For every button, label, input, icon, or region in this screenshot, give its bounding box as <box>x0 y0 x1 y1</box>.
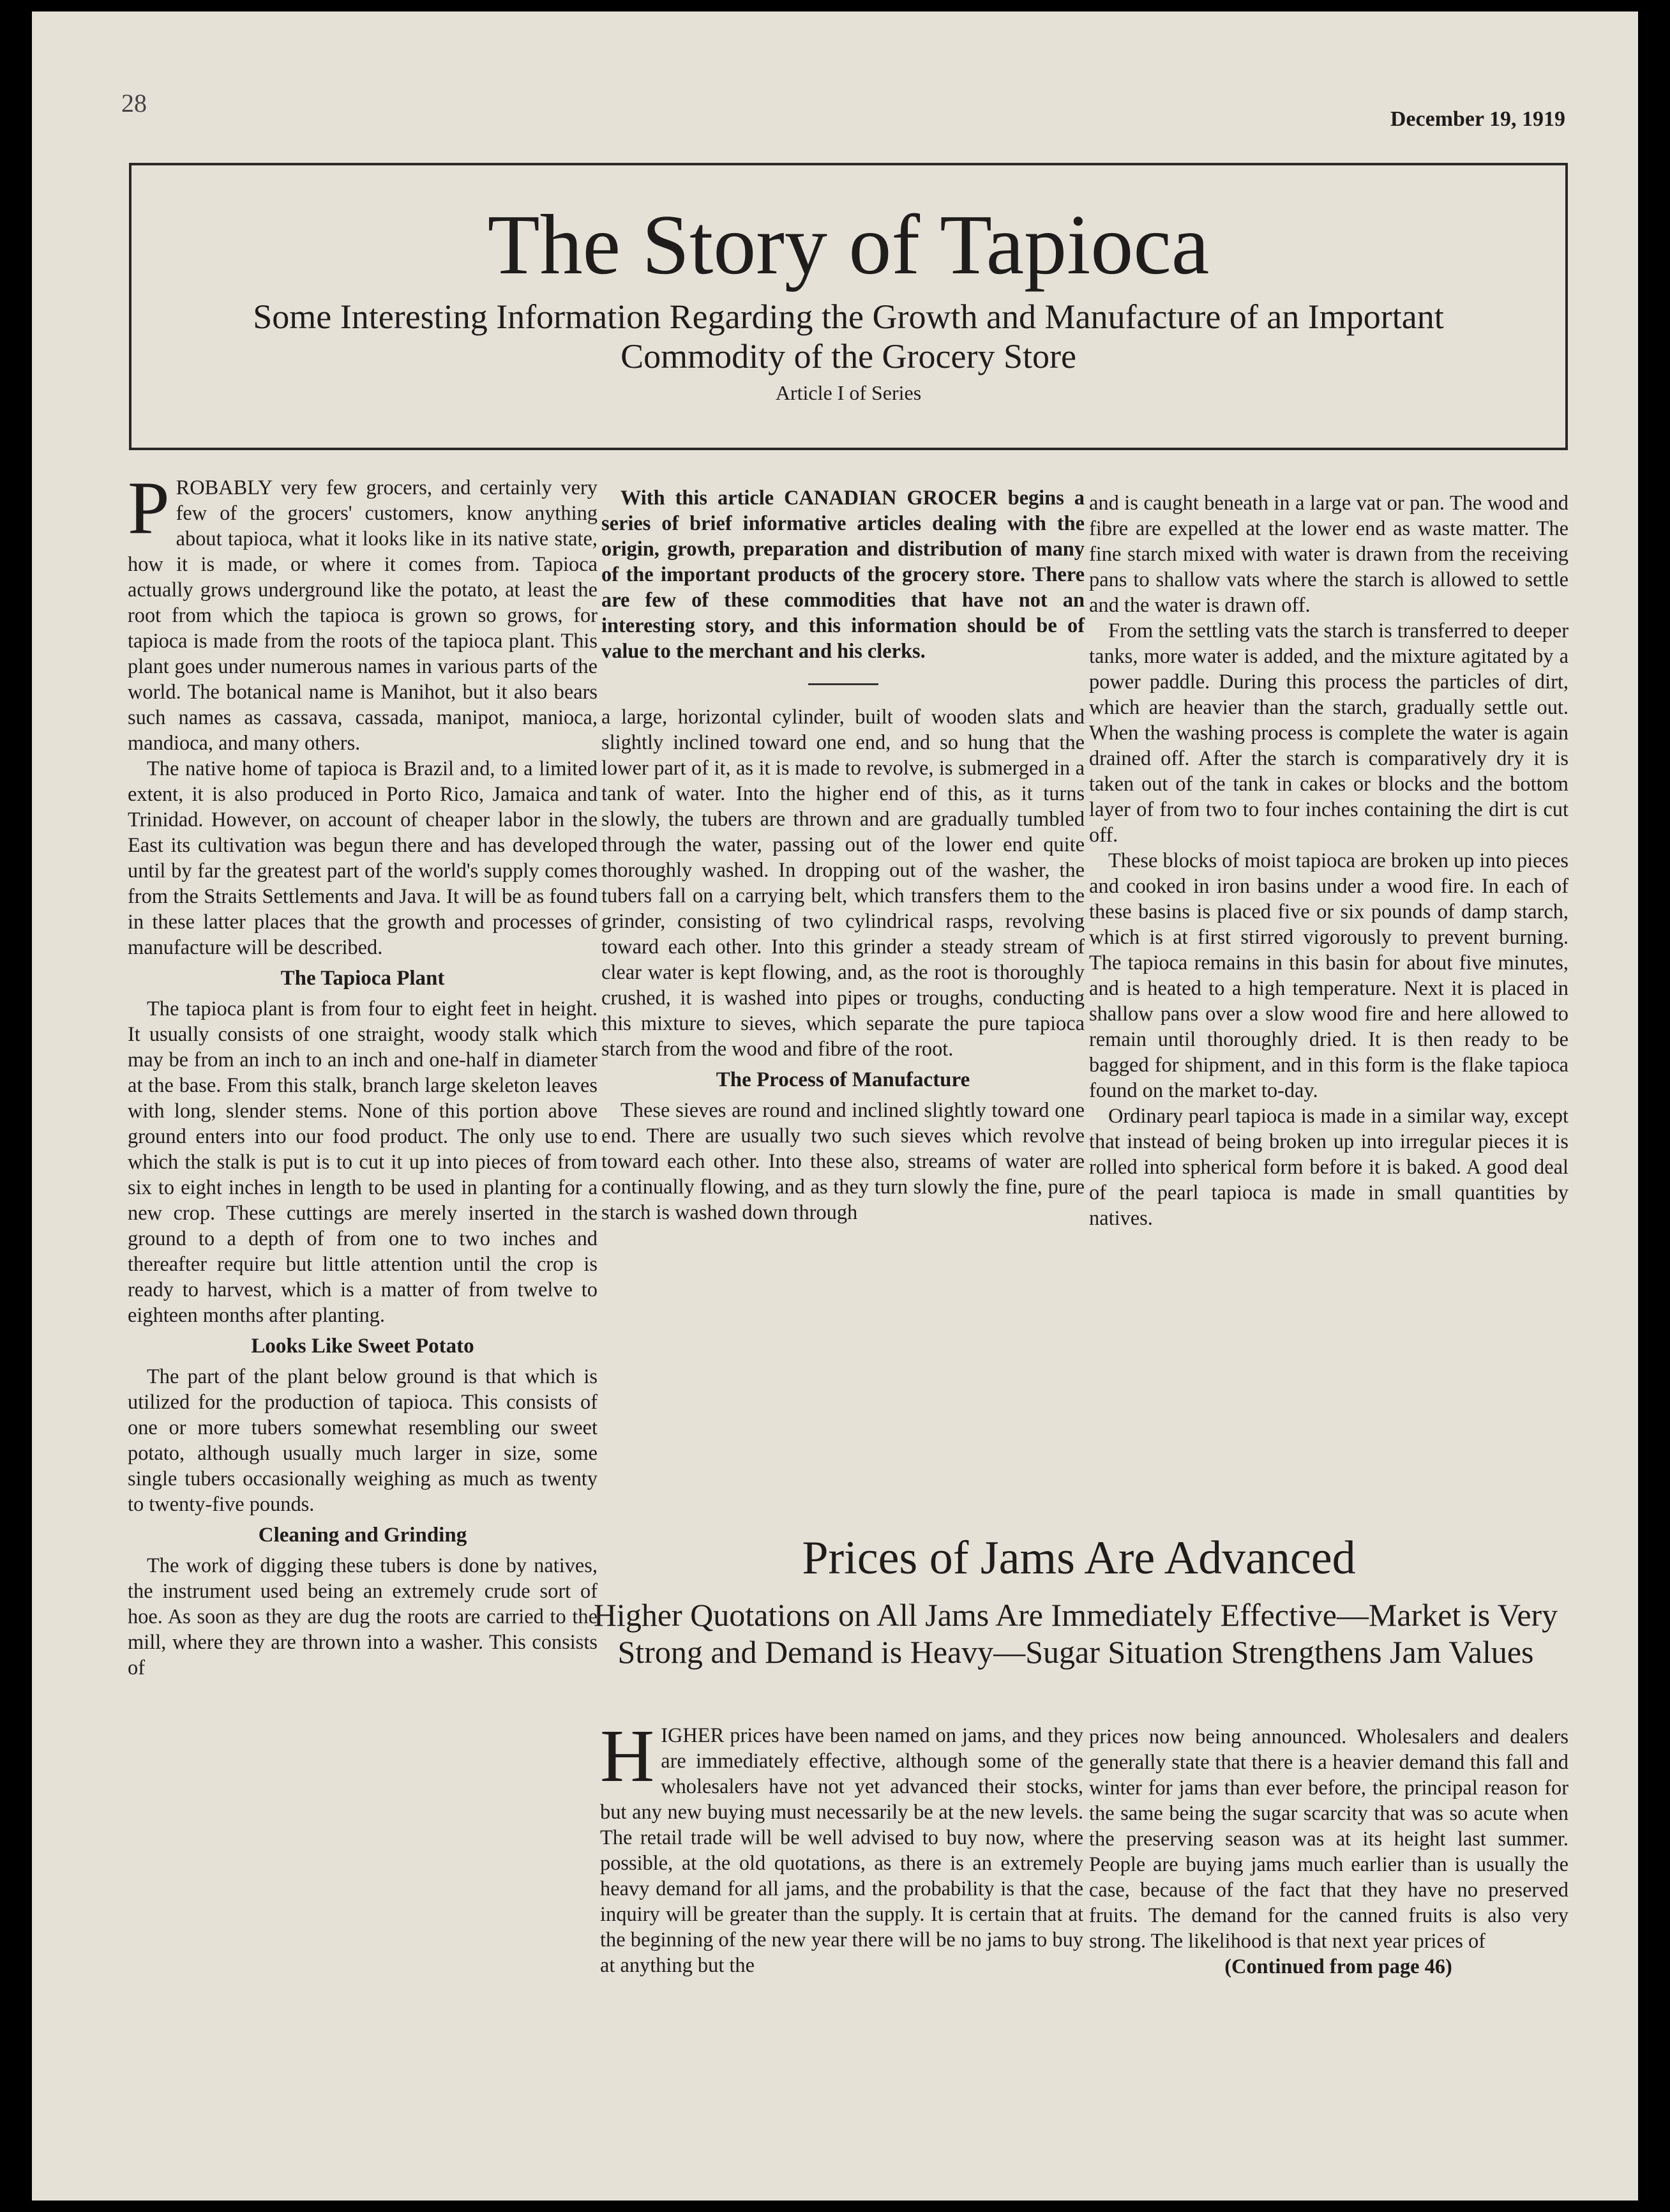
jams-paragraph-2: prices now being announced. Wholesalers and dealers generally state that there is a heavier demand this fall and winter for jams than ever before, the principal reason for the same being the sugar scarcity that was so acute when the preserving season was at its height last summer. People are buying jams much earlier than is usually the case, because of the fact that they have no preserved fruits. The demand for the canned fruits is also very strong. The likelihood is that next year prices of <box>1089 1725 1568 1953</box>
paragraph-potato: The part of the plant below ground is that which is utilized for the production of tapioca. This consists of one or more tubers somewhat resembling our sweet potato, although usually much larger in size, some single tubers occasionally weighing as much as twenty to twenty-five pounds. <box>128 1365 598 1516</box>
divider-rule <box>808 683 878 685</box>
continued-note: (Continued from page 46) <box>1224 1955 1452 1978</box>
jams-column-2 <box>1089 1724 1568 1980</box>
drop-cap: P <box>128 466 170 550</box>
paragraph-pearl: Ordinary pearl tapioca is made in a similar way, except that instead of being broken up into irregular pieces it is rolled into spherical form before it is baked. A good deal of the pearl tapioca is made in small quantities by natives. <box>1089 1105 1568 1230</box>
paragraph-process: These sieves are round and inclined slightly toward one end. There are usually two such sieves which revolve toward each other. Into these also, streams of water are continually flowing, and as they turn slowly the fine, pure starch is washed down through <box>601 1099 1085 1224</box>
article-subtitle: Some Interesting Information Regarding the Growth and Manufacture of an Important Commodity of the Grocery Store <box>253 298 1444 375</box>
article-title-box <box>129 163 1568 450</box>
paragraph-cleaning: The work of digging these tubers is done by natives, the instrument used being an extremely crude sort of hoe. As soon as they are dug the roots are carried to the mill, where they are thrown into a washer. This consists of <box>128 1554 598 1679</box>
section-heading-process: The Process of Manufacture <box>716 1068 970 1091</box>
jams-opening-paragraph <box>600 1714 1083 1978</box>
paragraph-settling: From the settling vats the starch is transferred to deeper tanks, more water is added, and the mixture agitated by a power paddle. During this process the particles of dirt, which are heavier than the starch, gradually settle out. When the washing process is complete the water is again drained off. After the starch is comparatively dry it is taken out of the tank in cakes or blocks and the bottom layer of from two to four inches containing the dirt is cut off. <box>1089 619 1568 847</box>
jams-drop-cap: H <box>600 1714 655 1798</box>
paragraph-plant: The tapioca plant is from four to eight feet in height. It usually consists of one straight, woody stalk which may be from an inch to an inch and one-half in diameter at the base. From this stalk, branch large skeleton leaves with long, slender stems. None of this portion above ground enters into our food product. The only use to which the stalk is put is to cut it up into pieces of from six to eight inches in length to be used in planting for a new crop. These cuttings are merely inserted in the ground to a depth of from one to two inches and thereafter require but little attention until the crop is ready to harvest, which is a matter of from twelve to eighteen months after planting. <box>128 997 598 1327</box>
paragraph-blocks: These blocks of moist tapioca are broken up into pieces and cooked in iron basins under a wood fire. In each of these basins is placed five or six pounds of damp starch, which is at first stirred vigorously to prevent burning. The tapioca remains in this basin for about five minutes, and is heated to a high temperature. Next it is placed in shallow pans over a slow wood fire and here allowed to remain until thoroughly dried. It is then ready to be bagged for shipment, and in this form is the flake tapioca found on the market to-day. <box>1089 849 1568 1102</box>
paragraph-vat: and is caught beneath in a large vat or pan. The wood and fibre are expelled at the lower end as waste matter. The fine starch mixed with water is drawn from the receiving pans to shallow vats where the starch is allowed to settle and the water is drawn off. <box>1089 492 1568 617</box>
series-note: Article I of Series <box>775 381 922 404</box>
jams-column-1 <box>600 1714 1083 1978</box>
opening-text: ROBABLY very few grocers, and certainly very few of the grocers' customers, know anything about tapioca, what it looks like in its native state, how it is made, or where it comes from. Tapioca actually grows underground like the potato, at least the root from which the tapioca is grown so grows, for tapioca is made from the roots of the tapioca plant. This plant goes under numerous names in various parts of the world. The botanical name is Manihot, but it also bears such names as cassava, cassada, manipot, manioca, mandioca, and many others. <box>128 476 598 755</box>
article-column-3 <box>1089 490 1568 1231</box>
section-heading-cleaning: Cleaning and Grinding <box>258 1524 467 1547</box>
article-column-1 <box>128 466 598 1681</box>
article-column-2 <box>601 485 1085 1225</box>
opening-paragraph <box>128 466 598 756</box>
paragraph-washer: a large, horizontal cylinder, built of wooden slats and slightly inclined toward one end, and so hung that the lower part of it, as it is made to revolve, is submerged in a tank of water. Into the higher end of this, as it turns slowly, the tubers are thrown and are gradually tumbled through the water, passing out of the lower end quite thoroughly washed. In dropping out of the washer, the tubers fall on a carrying belt, which transfers them to the grinder, consisting of two cylindrical rasps, revolving toward each other. Into this grinder a steady stream of clear water is kept flowing, and, as the root is thoroughly crushed, it is washed into pipes or troughs, conducting this mixture to sieves, which separate the pure tapioca starch from the wood and fibre of the root. <box>601 706 1085 1061</box>
page-number: 28 <box>121 89 147 117</box>
article-title: The Story of Tapioca <box>487 197 1210 292</box>
section-heading-plant: The Tapioca Plant <box>280 967 445 990</box>
magazine-page <box>32 11 1638 2201</box>
section-heading-potato: Looks Like Sweet Potato <box>251 1335 474 1358</box>
jams-opening-text: IGHER prices have been named on jams, and they are immediately effective, although some of the wholesalers have not yet advanced their stocks, but any new buying must necessarily be at the new levels. The retail trade will be well advised to buy now, where possible, at the old quotations, as there is an extremely heavy demand for all jams, and the probability is that the inquiry will be greater than the supply. It is certain that at the beginning of the new year there will be no jams to buy at anything but the <box>600 1724 1083 1977</box>
jams-article-subtitle: Higher Quotations on All Jams Are Immediately Effective—Market is Very Strong and Demand is Heavy—Sugar Situation Strengthens Jam Values <box>593 1597 1558 1670</box>
editor-intro-note: With this article CANADIAN GROCER begins a series of brief informative articles dealing with the origin, growth, preparation and distribution of many of the important products of the grocery store. There are few of these commodities that have not an interesting story, and this information should be of value to the merchant and his clerks. <box>601 487 1085 663</box>
jams-article-title: Prices of Jams Are Advanced <box>802 1532 1356 1584</box>
issue-date: December 19, 1919 <box>1390 107 1565 131</box>
paragraph-native-home: The native home of tapioca is Brazil and, to a limited extent, it is also produced in Porto Rico, Jamaica and Trinidad. However, on account of cheaper labor in the East its cultivation was begun there and has developed until by far the greatest part of the world's supply comes from the Straits Settlements and Java. It will be as found in these latter places that the growth and processes of manufacture will be described. <box>128 757 598 959</box>
